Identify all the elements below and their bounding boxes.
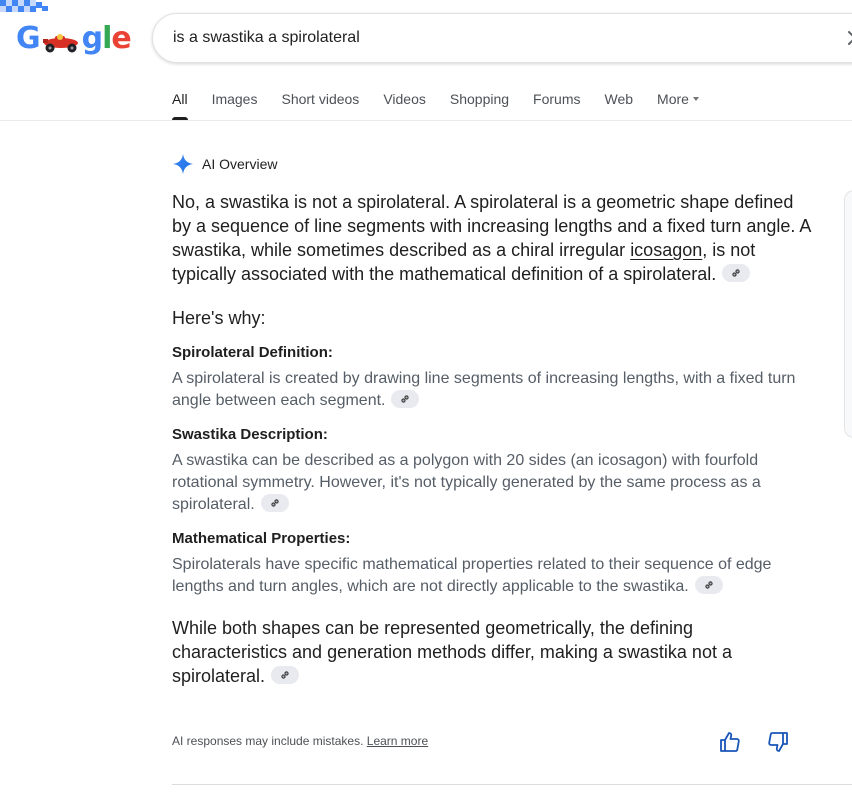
- checkered-flag-icon: [0, 0, 60, 14]
- google-logo[interactable]: [16, 18, 131, 58]
- ai-disclaimer: [172, 734, 428, 748]
- caret-down-icon: [693, 97, 699, 101]
- section-swastika-description: [172, 426, 812, 516]
- tab-shopping[interactable]: Shopping: [449, 91, 510, 107]
- source-link-button[interactable]: [695, 576, 723, 594]
- closing-text: While both shapes can be represented geometrically, the defining characteristics and generation methods differ, making a swastika not a spirolateral.: [172, 618, 732, 686]
- disclaimer-text: AI responses may include mistakes.: [172, 734, 364, 748]
- tab-all[interactable]: All: [172, 88, 188, 120]
- section-body: [172, 554, 812, 598]
- search-tabs: [172, 88, 723, 120]
- tab-images[interactable]: Images: [211, 91, 258, 107]
- lead-text-b: , is not typically associated with the mathematical definition of a spirolateral.: [172, 240, 756, 284]
- section-body-text: Spirolaterals have specific mathematical properties related to their sequence of edge lengths and turn angles, which are not directly applicable to the swastika.: [172, 556, 772, 595]
- tab-web[interactable]: Web: [604, 91, 634, 107]
- race-car-doodle-icon: [41, 28, 81, 54]
- source-link-button[interactable]: [271, 666, 299, 684]
- link-icon: [399, 393, 411, 405]
- search-input[interactable]: [173, 26, 813, 50]
- link-icon: [269, 497, 281, 509]
- section-heading: Mathematical Properties:: [172, 530, 351, 547]
- source-link-button[interactable]: [722, 264, 750, 282]
- side-panel-edge: [844, 190, 852, 438]
- lead-text-a: No, a swastika is not a spirolateral. A spirolateral is a geometric shape defined by a sequence of line segments with increasing lengths and a fixed turn angle. A swastika, while sometimes described as a chiral irregular: [172, 192, 811, 260]
- section-body: [172, 368, 812, 412]
- source-link-button[interactable]: [391, 390, 419, 408]
- thumbs-up-icon[interactable]: [718, 730, 742, 754]
- section-body: [172, 450, 812, 516]
- bottom-divider: [172, 784, 852, 785]
- heres-why-text: Here's why:: [172, 308, 266, 328]
- section-heading: Swastika Description:: [172, 426, 328, 443]
- header-divider: [0, 120, 852, 121]
- tab-short-videos[interactable]: Short videos: [281, 91, 360, 107]
- tab-videos[interactable]: Videos: [383, 91, 426, 107]
- ai-overview-content: [172, 190, 812, 688]
- source-link-button[interactable]: [261, 494, 289, 512]
- section-heading: Spirolateral Definition:: [172, 344, 333, 361]
- section-mathematical-properties: [172, 530, 812, 598]
- link-icon: [730, 267, 742, 279]
- ai-overview-title: AI Overview: [202, 156, 278, 172]
- logo-letter-g: G: [16, 20, 40, 56]
- learn-more-link[interactable]: Learn more: [366, 734, 429, 748]
- section-spirolateral-definition: [172, 344, 812, 412]
- thumbs-down-icon[interactable]: [766, 730, 790, 754]
- tab-more[interactable]: [657, 88, 699, 120]
- ai-overview-closing: [172, 616, 812, 688]
- tab-forums[interactable]: Forums: [533, 91, 581, 107]
- ai-overview-header: [172, 152, 277, 176]
- search-box[interactable]: [152, 13, 852, 63]
- logo-letters-gle: gle: [81, 20, 131, 56]
- link-icon: [279, 669, 291, 681]
- gemini-spark-icon: [172, 153, 194, 175]
- icosagon-link[interactable]: icosagon: [630, 240, 703, 260]
- section-body-text: A spirolateral is created by drawing line segments of increasing lengths, with a fixed turn angle between each segment.: [172, 370, 796, 409]
- tab-more-label: More: [657, 91, 689, 107]
- link-icon: [703, 579, 715, 591]
- section-body-text: A swastika can be described as a polygon with 20 sides (an icosagon) with fourfold rotational symmetry. However, it's not typically generated by the same process as a spirolateral.: [172, 452, 761, 513]
- close-icon[interactable]: [845, 28, 852, 48]
- ai-overview-lead: [172, 190, 812, 286]
